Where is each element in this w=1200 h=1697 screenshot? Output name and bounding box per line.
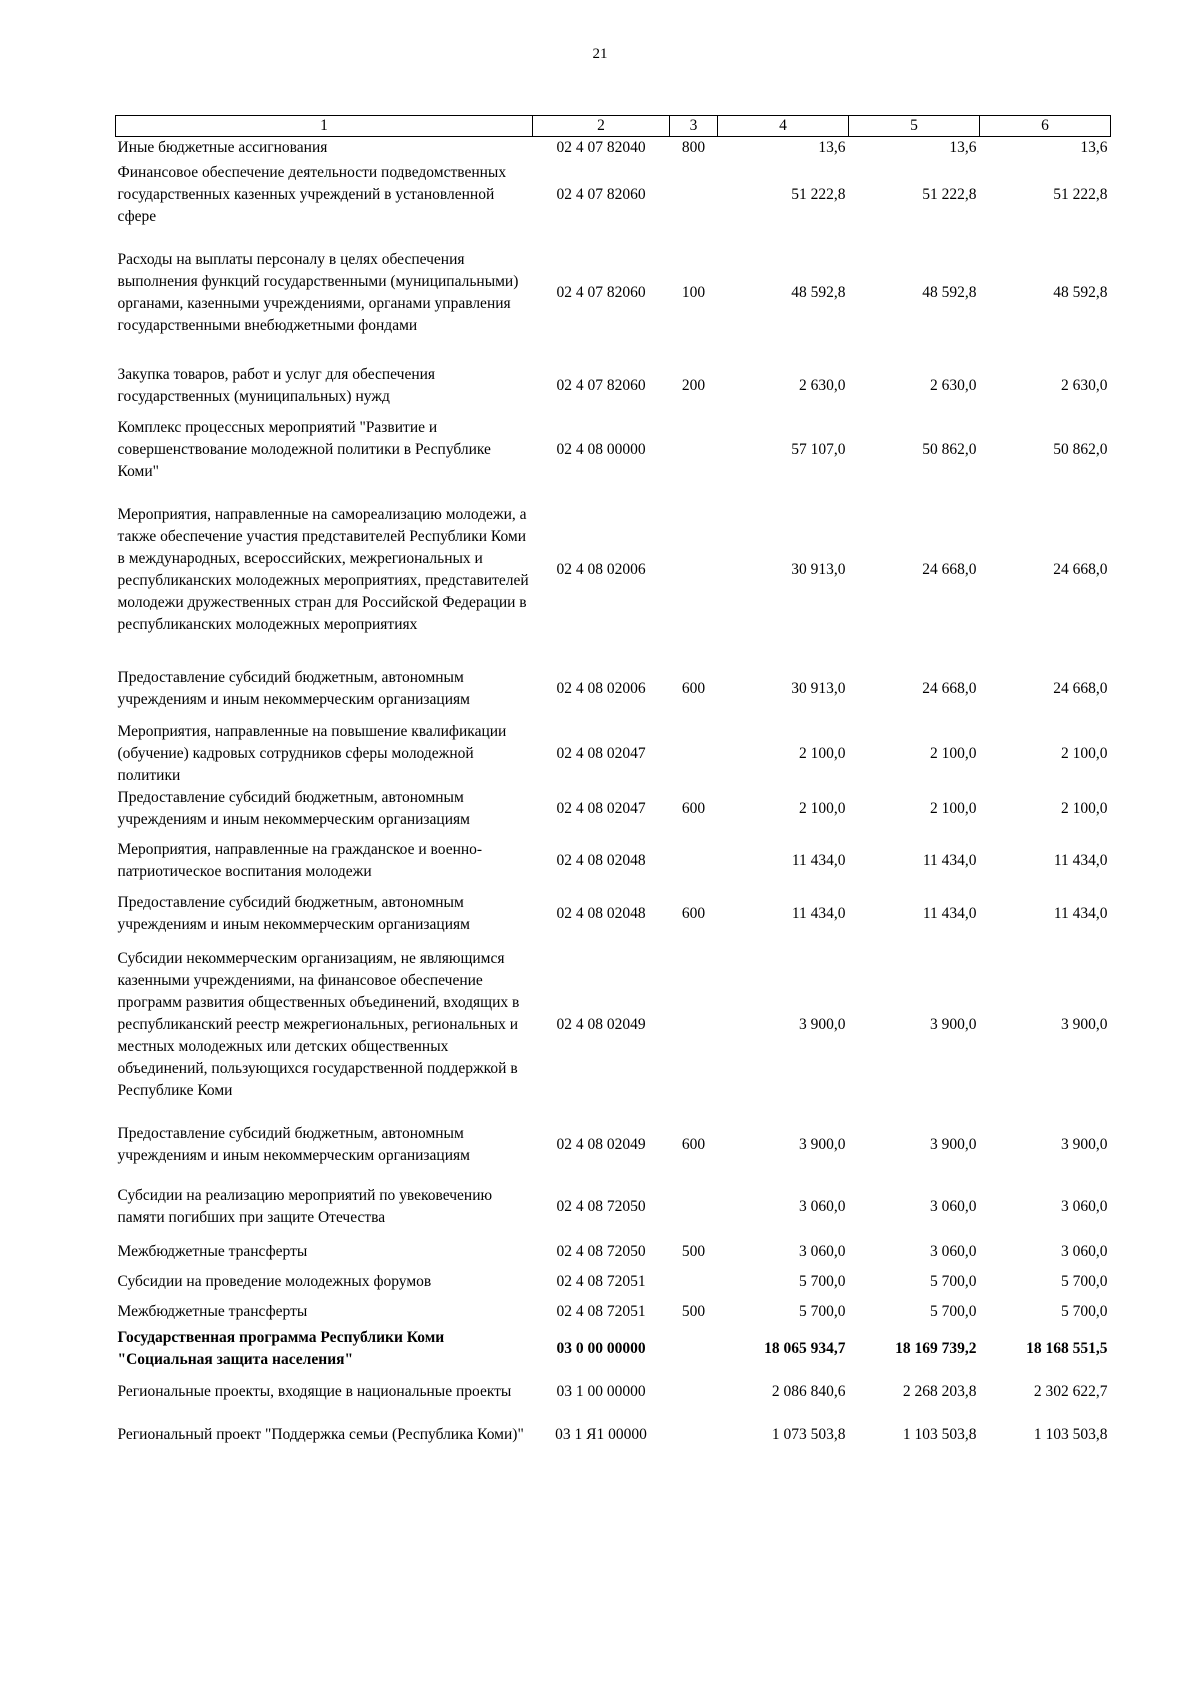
row-budget-code: 02 4 07 82060 bbox=[556, 377, 646, 394]
row-description: Предоставление субсидий бюджетным, автономным учреждениям и иным некоммерческим организациям bbox=[117, 789, 470, 828]
column-header: 3 bbox=[670, 116, 718, 137]
row-amount-year-3: 2 302 622,7 bbox=[1033, 1383, 1108, 1400]
column-header: 1 bbox=[116, 116, 533, 137]
row-amount-year-1: 3 060,0 bbox=[799, 1243, 846, 1260]
row-budget-code: 02 4 07 82060 bbox=[556, 284, 646, 301]
row-amount-year-3: 3 900,0 bbox=[1061, 1136, 1108, 1153]
row-amount-year-3: 11 434,0 bbox=[1053, 905, 1108, 922]
table-row bbox=[116, 891, 1111, 937]
row-expense-type bbox=[670, 831, 718, 891]
table-row bbox=[116, 1267, 1111, 1297]
row-expense-type bbox=[670, 417, 718, 483]
row-amount-year-1: 5 700,0 bbox=[799, 1273, 846, 1290]
row-amount-year-1: 2 630,0 bbox=[799, 377, 846, 394]
row-budget-code: 02 4 08 02006 bbox=[556, 561, 646, 578]
row-expense-type: 600 bbox=[681, 800, 706, 817]
row-amount-year-3: 11 434,0 bbox=[1053, 852, 1108, 869]
table-row bbox=[116, 1327, 1111, 1371]
row-description: Предоставление субсидий бюджетным, автономным учреждениям и иным некоммерческим организациям bbox=[117, 669, 470, 708]
row-budget-code: 03 1 00 00000 bbox=[556, 1383, 646, 1400]
column-header: 5 bbox=[849, 116, 980, 137]
table-row bbox=[116, 355, 1111, 417]
row-amount-year-2: 11 434,0 bbox=[922, 852, 977, 869]
row-expense-type: 100 bbox=[681, 284, 706, 301]
row-amount-year-1: 18 065 934,7 bbox=[764, 1340, 846, 1357]
row-amount-year-1: 51 222,8 bbox=[791, 186, 846, 203]
row-amount-year-3: 24 668,0 bbox=[1053, 561, 1108, 578]
row-budget-code: 02 4 08 02048 bbox=[556, 905, 646, 922]
row-budget-code: 02 4 08 72050 bbox=[556, 1198, 646, 1215]
row-description: Мероприятия, направленные на повышение квалификации (обучение) кадровых сотрудников сферы молодежной политики bbox=[117, 723, 507, 784]
row-description: Мероприятия, направленные на гражданское и военно-патриотическое воспитания молодежи bbox=[117, 841, 483, 880]
row-amount-year-2: 11 434,0 bbox=[922, 905, 977, 922]
row-amount-year-1: 11 434,0 bbox=[791, 905, 846, 922]
row-budget-code: 02 4 07 82040 bbox=[556, 139, 646, 156]
row-amount-year-2: 50 862,0 bbox=[922, 441, 977, 458]
row-budget-code: 03 0 00 00000 bbox=[556, 1340, 646, 1357]
row-amount-year-2: 5 700,0 bbox=[930, 1273, 977, 1290]
row-amount-year-2: 24 668,0 bbox=[922, 680, 977, 697]
table-row bbox=[116, 937, 1111, 1113]
row-description: Межбюджетные трансферты bbox=[117, 1243, 308, 1260]
row-amount-year-1: 48 592,8 bbox=[791, 284, 846, 301]
page-number: 21 bbox=[592, 46, 608, 62]
budget-table bbox=[115, 115, 1111, 1457]
row-description: Региональные проекты, входящие в национальные проекты bbox=[117, 1383, 512, 1400]
row-description: Иные бюджетные ассигнования bbox=[117, 139, 328, 156]
row-amount-year-3: 5 700,0 bbox=[1061, 1303, 1108, 1320]
column-header: 6 bbox=[980, 116, 1111, 137]
row-amount-year-3: 13,6 bbox=[1080, 139, 1108, 156]
table-row bbox=[116, 787, 1111, 831]
table-header-row bbox=[116, 116, 1111, 137]
row-budget-code: 02 4 08 00000 bbox=[556, 441, 646, 458]
row-budget-code: 02 4 08 72051 bbox=[556, 1273, 646, 1290]
row-amount-year-2: 3 900,0 bbox=[930, 1016, 977, 1033]
table-row bbox=[116, 231, 1111, 355]
row-description: Субсидии некоммерческим организациям, не являющимся казенными учреждениями, на финансовое обеспечение программ развития общественных объединений, входящих в республиканский реестр межрегиональных, региональных и местных молодежных или детских общественных объединений, пользующихся государственной поддержкой в Республике Коми bbox=[117, 950, 520, 1099]
row-amount-year-1: 5 700,0 bbox=[799, 1303, 846, 1320]
row-expense-type bbox=[670, 721, 718, 787]
table-row bbox=[116, 1113, 1111, 1177]
row-description: Комплекс процессных мероприятий "Развитие и совершенствование молодежной политики в Республике Коми" bbox=[117, 419, 491, 480]
row-amount-year-3: 3 060,0 bbox=[1061, 1243, 1108, 1260]
row-budget-code: 02 4 08 02049 bbox=[556, 1136, 646, 1153]
row-description: Межбюджетные трансферты bbox=[117, 1303, 308, 1320]
row-amount-year-1: 30 913,0 bbox=[791, 680, 846, 697]
row-amount-year-1: 11 434,0 bbox=[791, 852, 846, 869]
row-expense-type: 500 bbox=[681, 1243, 706, 1260]
row-amount-year-3: 5 700,0 bbox=[1061, 1273, 1108, 1290]
row-amount-year-3: 2 100,0 bbox=[1061, 800, 1108, 817]
row-description: Расходы на выплаты персоналу в целях обеспечения выполнения функций государственными (муниципальными) органами, казенными учреждениями, органами управления государственными внебюджетными фондами bbox=[117, 251, 519, 334]
table-row bbox=[116, 1297, 1111, 1327]
row-expense-type bbox=[670, 1413, 718, 1457]
row-amount-year-3: 3 060,0 bbox=[1061, 1198, 1108, 1215]
row-amount-year-3: 2 630,0 bbox=[1061, 377, 1108, 394]
row-description: Финансовое обеспечение деятельности подведомственных государственных казенных учреждений в установленной сфере bbox=[117, 164, 507, 225]
row-amount-year-1: 30 913,0 bbox=[791, 561, 846, 578]
row-amount-year-3: 2 100,0 bbox=[1061, 745, 1108, 762]
row-expense-type bbox=[670, 159, 718, 231]
row-amount-year-2: 3 900,0 bbox=[930, 1136, 977, 1153]
row-budget-code: 02 4 08 72050 bbox=[556, 1243, 646, 1260]
table-row bbox=[116, 1237, 1111, 1267]
row-amount-year-2: 51 222,8 bbox=[922, 186, 977, 203]
row-amount-year-1: 2 086 840,6 bbox=[771, 1383, 846, 1400]
row-amount-year-2: 18 169 739,2 bbox=[895, 1340, 977, 1357]
table-row bbox=[116, 831, 1111, 891]
row-description: Субсидии на реализацию мероприятий по увековечению памяти погибших при защите Отечества bbox=[117, 1187, 493, 1226]
row-budget-code: 02 4 08 02048 bbox=[556, 852, 646, 869]
row-amount-year-1: 3 060,0 bbox=[799, 1198, 846, 1215]
row-expense-type: 800 bbox=[681, 139, 706, 156]
row-budget-code: 02 4 08 02049 bbox=[556, 1016, 646, 1033]
row-expense-type: 500 bbox=[681, 1303, 706, 1320]
row-amount-year-2: 13,6 bbox=[949, 139, 977, 156]
column-header: 4 bbox=[718, 116, 849, 137]
row-budget-code: 02 4 08 02047 bbox=[556, 745, 646, 762]
table-row bbox=[116, 159, 1111, 231]
row-expense-type bbox=[670, 1267, 718, 1297]
row-budget-code: 03 1 Я1 00000 bbox=[555, 1426, 647, 1443]
row-description: Региональный проект "Поддержка семьи (Республика Коми)" bbox=[117, 1426, 524, 1443]
table-row bbox=[116, 1177, 1111, 1237]
row-description: Государственная программа Республики Коми "Социальная защита населения" bbox=[117, 1329, 445, 1368]
row-expense-type bbox=[670, 1327, 718, 1371]
row-amount-year-2: 2 100,0 bbox=[930, 745, 977, 762]
row-amount-year-1: 2 100,0 bbox=[799, 800, 846, 817]
row-expense-type: 600 bbox=[681, 680, 706, 697]
row-amount-year-1: 3 900,0 bbox=[799, 1016, 846, 1033]
row-amount-year-2: 48 592,8 bbox=[922, 284, 977, 301]
row-amount-year-2: 3 060,0 bbox=[930, 1198, 977, 1215]
row-description: Субсидии на проведение молодежных форумов bbox=[117, 1273, 432, 1290]
row-budget-code: 02 4 08 72051 bbox=[556, 1303, 646, 1320]
row-amount-year-3: 1 103 503,8 bbox=[1033, 1426, 1108, 1443]
row-description: Закупка товаров, работ и услуг для обеспечения государственных (муниципальных) нужд bbox=[117, 366, 436, 405]
row-budget-code: 02 4 08 02047 bbox=[556, 800, 646, 817]
row-expense-type bbox=[670, 937, 718, 1113]
row-amount-year-3: 18 168 551,5 bbox=[1026, 1340, 1108, 1357]
table-row bbox=[116, 483, 1111, 657]
row-budget-code: 02 4 08 02006 bbox=[556, 680, 646, 697]
row-amount-year-2: 5 700,0 bbox=[930, 1303, 977, 1320]
row-amount-year-3: 50 862,0 bbox=[1053, 441, 1108, 458]
row-expense-type: 200 bbox=[681, 377, 706, 394]
table-row bbox=[116, 721, 1111, 787]
row-amount-year-3: 3 900,0 bbox=[1061, 1016, 1108, 1033]
row-description: Предоставление субсидий бюджетным, автономным учреждениям и иным некоммерческим организациям bbox=[117, 894, 470, 933]
row-description: Предоставление субсидий бюджетным, автономным учреждениям и иным некоммерческим организациям bbox=[117, 1125, 470, 1164]
row-amount-year-1: 13,6 bbox=[818, 139, 846, 156]
table-row bbox=[116, 417, 1111, 483]
row-expense-type bbox=[670, 1177, 718, 1237]
row-expense-type: 600 bbox=[681, 1136, 706, 1153]
row-amount-year-2: 1 103 503,8 bbox=[902, 1426, 977, 1443]
row-amount-year-1: 1 073 503,8 bbox=[771, 1426, 846, 1443]
row-amount-year-2: 2 630,0 bbox=[930, 377, 977, 394]
row-amount-year-3: 24 668,0 bbox=[1053, 680, 1108, 697]
row-budget-code: 02 4 07 82060 bbox=[556, 186, 646, 203]
row-expense-type bbox=[670, 1371, 718, 1413]
row-amount-year-1: 57 107,0 bbox=[791, 441, 846, 458]
row-amount-year-2: 3 060,0 bbox=[930, 1243, 977, 1260]
row-expense-type: 600 bbox=[681, 905, 706, 922]
row-amount-year-2: 24 668,0 bbox=[922, 561, 977, 578]
table-row bbox=[116, 137, 1111, 160]
row-amount-year-1: 3 900,0 bbox=[799, 1136, 846, 1153]
table-row bbox=[116, 1413, 1111, 1457]
row-amount-year-2: 2 100,0 bbox=[930, 800, 977, 817]
row-amount-year-2: 2 268 203,8 bbox=[902, 1383, 977, 1400]
column-header: 2 bbox=[533, 116, 670, 137]
row-amount-year-3: 48 592,8 bbox=[1053, 284, 1108, 301]
row-amount-year-1: 2 100,0 bbox=[799, 745, 846, 762]
row-amount-year-3: 51 222,8 bbox=[1053, 186, 1108, 203]
table-row bbox=[116, 1371, 1111, 1413]
row-expense-type bbox=[670, 483, 718, 657]
table-row bbox=[116, 657, 1111, 721]
row-description: Мероприятия, направленные на самореализацию молодежи, а также обеспечение участия представителей Республики Коми в международных, всероссийских, межрегиональных и республиканских молодежных мероприятиях, представителей молодежи дружественных стран для Российской Федерации в республиканских молодежных мероприятиях bbox=[117, 506, 529, 633]
